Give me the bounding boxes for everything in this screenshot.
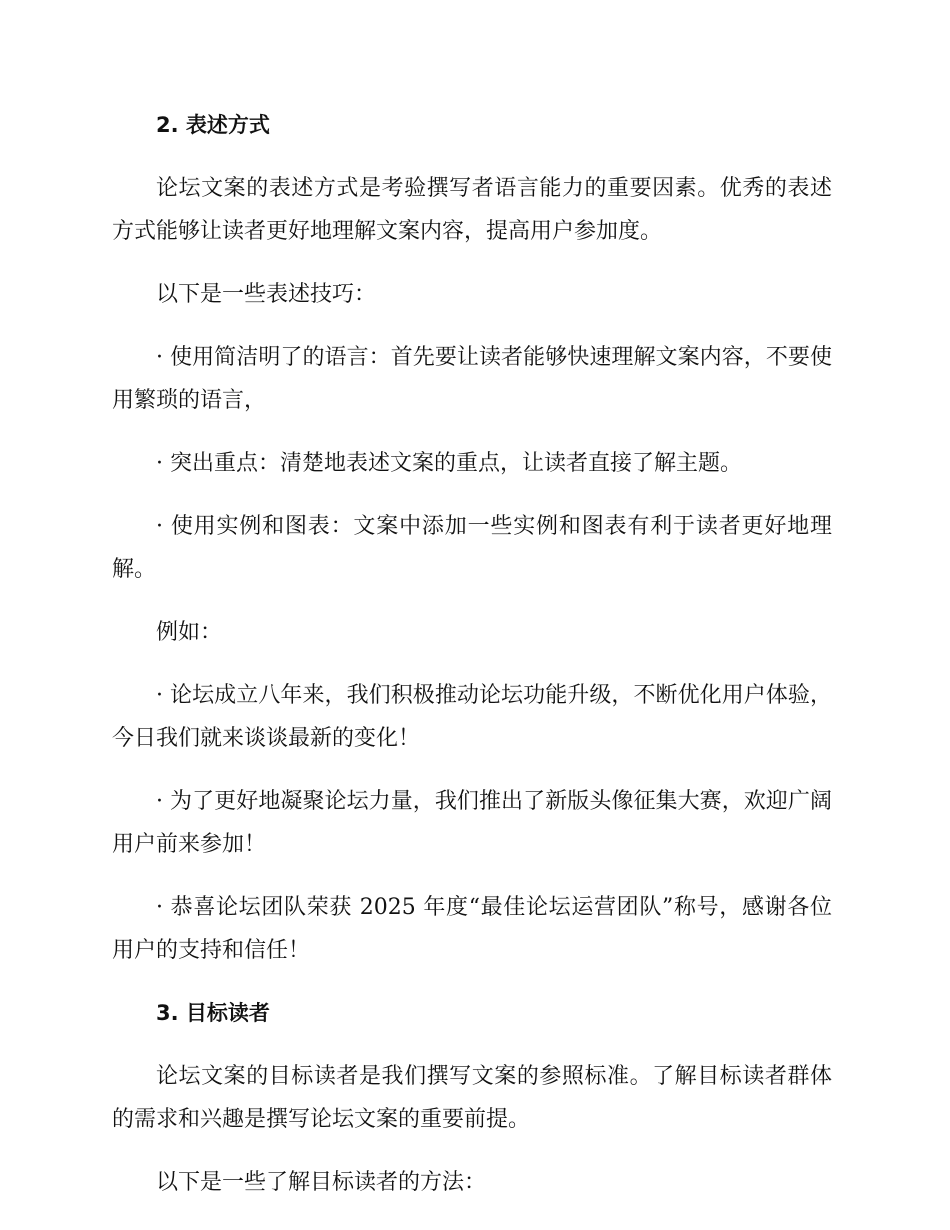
paragraph-methods-lead: 以下是一些了解目标读者的方法：	[156, 1170, 487, 1195]
bullet-example-upgrade: · 论坛成立八年来，我们积极推动论坛功能升级，不断优化用户体验，今日我们就来谈谈最新的变化！	[112, 683, 832, 751]
document-body	[112, 104, 832, 1204]
bullet-examples-charts: · 使用实例和图表：文案中添加一些实例和图表有利于读者更好地理解。	[112, 514, 832, 582]
bullet-highlight-focus: · 突出重点：清楚地表述文案的重点，让读者直接了解主题。	[156, 451, 742, 476]
bullet-concise-language: · 使用简洁明了的语言：首先要让读者能够快速理解文案内容，不要使用繁琐的语言，	[112, 345, 832, 413]
bullet-example-award: · 恭喜论坛团队荣获 2025 年度“最佳论坛运营团队”称号，感谢各位用户的支持和信任！	[112, 895, 832, 963]
paragraph-tips-lead: 以下是一些表述技巧：	[156, 282, 377, 307]
paragraph-expression-intro: 论坛文案的表述方式是考验撰写者语言能力的重要因素。优秀的表述方式能够让读者更好地理解文案内容，提高用户参加度。	[112, 176, 832, 244]
paragraph-example-lead: 例如：	[156, 620, 223, 645]
bullet-example-avatar-contest: · 为了更好地凝聚论坛力量，我们推出了新版头像征集大赛，欢迎广阔用户前来参加！	[112, 789, 832, 857]
paragraph-target-readers-intro: 论坛文案的目标读者是我们撰写文案的参照标准。了解目标读者群体的需求和兴趣是撰写论坛文案的重要前提。	[112, 1064, 832, 1132]
section-heading-expression: 2. 表述方式	[156, 113, 270, 137]
section-heading-target-readers: 3. 目标读者	[156, 1001, 270, 1025]
